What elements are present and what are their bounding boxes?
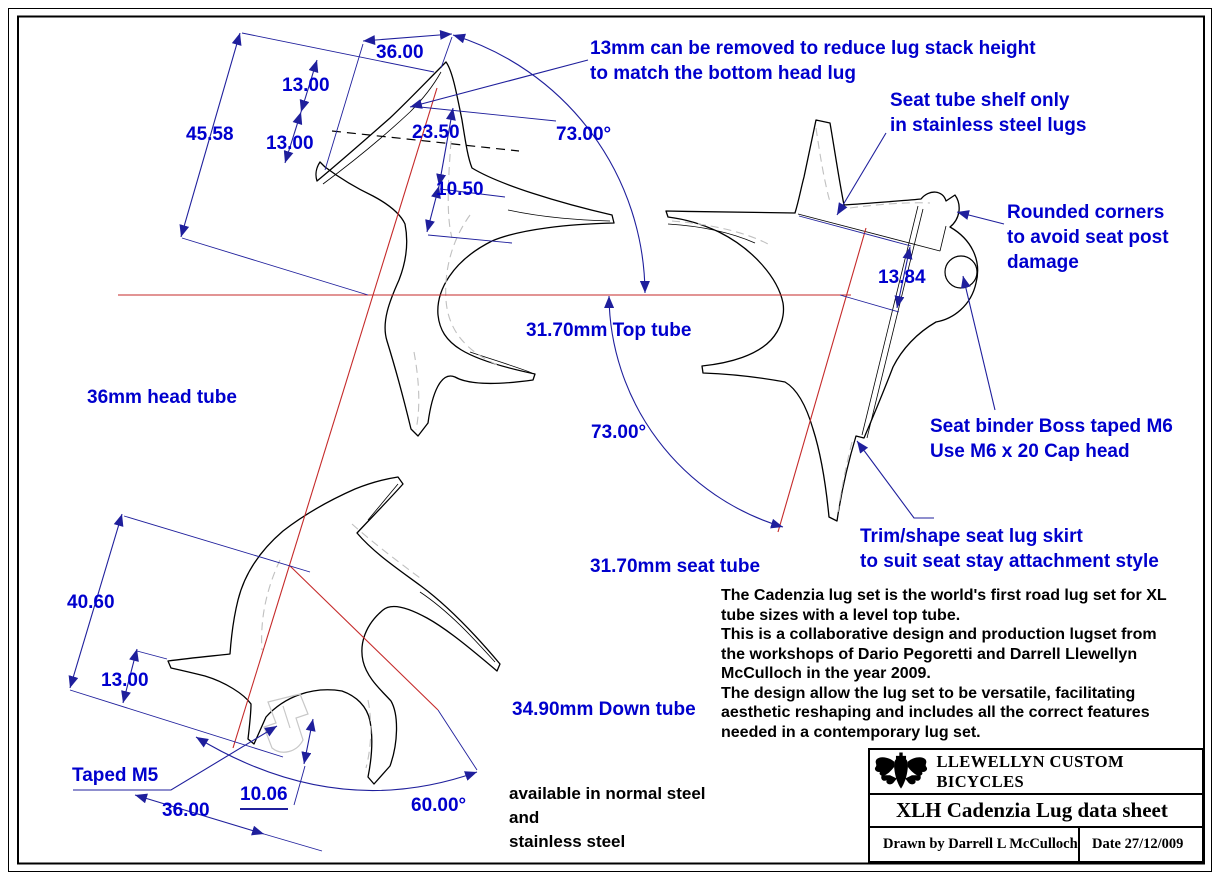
dim-13-c: 13.00 (101, 670, 149, 691)
note-stack-height-line1: 13mm can be removed to reduce lug stack height (590, 38, 1036, 59)
title-block-company-row (870, 750, 1202, 795)
note-stack-height-line2: to match the bottom head lug (590, 63, 856, 84)
description-line4: the workshops of Dario Pegoretti and Darrell Llewellyn (721, 645, 1138, 663)
angle-73-seat: 73.00° (591, 422, 647, 443)
description-line3: This is a collaborative design and production lugset from (721, 626, 1157, 643)
drawn-by: Drawn by Darrell L McCulloch (870, 828, 1080, 861)
note-binder-line1: Seat binder Boss taped M6 (930, 416, 1173, 437)
note-binder-line2: Use M6 x 20 Cap head (930, 441, 1130, 462)
description-line5: McCulloch in the year 2009. (721, 665, 931, 682)
bottom-head-lug-outline (168, 477, 500, 784)
dim-10-06: 10.06 (240, 782, 288, 810)
seat-tube-label: 31.70mm seat tube (590, 556, 761, 577)
note-corners-line2: to avoid seat post (1007, 227, 1169, 248)
description-line1: The Cadenzia lug set is the world's first road lug set for XL (721, 587, 1167, 604)
description-line8: needed in a contemporary lug set. (721, 723, 981, 741)
note-trim-line1: Trim/shape seat lug skirt (860, 526, 1083, 547)
taped-m5-label: Taped M5 (72, 765, 159, 786)
materials-note-line1: available in normal steel (509, 784, 706, 803)
angle-73-head: 73.00° (556, 124, 612, 145)
note-corners-line1: Rounded corners (1007, 202, 1165, 223)
dim-45-58: 45.58 (186, 124, 234, 145)
description-line2: tube sizes with a level top tube. (721, 606, 961, 624)
description-line7: aesthetic reshaping and includes all the correct features (721, 704, 1150, 721)
date: Date 27/12/009 (1092, 836, 1184, 852)
company-name: LLEWELLYN CUSTOM BICYCLES (936, 751, 1124, 791)
angle-60: 60.00° (411, 795, 467, 816)
materials-note-line3: stainless steel (509, 832, 626, 851)
corners-note-leader (957, 212, 1004, 224)
sheet-title: XLH Cadenzia Lug data sheet (896, 798, 1168, 822)
note-shelf-line1: Seat tube shelf only (890, 90, 1070, 111)
trim-note-leader (857, 441, 934, 518)
note-trim-line2: to suit seat stay attachment style (860, 551, 1159, 572)
description-paragraph (721, 586, 1167, 742)
top-tube-label: 31.70mm Top tube (526, 320, 692, 341)
down-tube-label: 34.90mm Down tube (512, 699, 696, 720)
dim-13-a: 13.00 (282, 75, 330, 96)
title-block-title-row (870, 795, 1202, 828)
note-corners-line3: damage (1007, 252, 1079, 273)
dim-13-84: 13.84 (878, 267, 926, 288)
dim-36-bottom: 36.00 (162, 800, 210, 821)
note-shelf-line2: in stainless steel lugs (890, 115, 1087, 136)
materials-note-line2: and (509, 808, 540, 827)
llewellyn-crest-logo-icon (870, 750, 936, 794)
description-line6: The design allow the lug set to be versatile, facilitating (721, 684, 1136, 702)
head-tube-label: 36mm head tube (87, 387, 237, 408)
dim-10-50: 10.50 (436, 179, 484, 200)
dim-40-60: 40.60 (67, 592, 115, 613)
dim-13-b: 13.00 (266, 133, 314, 154)
title-block (868, 748, 1204, 863)
dim-36-top: 36.00 (376, 42, 424, 63)
top-head-lug-outline (316, 62, 614, 436)
seat-binder-boss-hole (945, 256, 977, 288)
binder-note-leader (963, 276, 995, 410)
title-block-info-row (870, 828, 1202, 861)
dim-23-50: 23.50 (412, 122, 460, 143)
